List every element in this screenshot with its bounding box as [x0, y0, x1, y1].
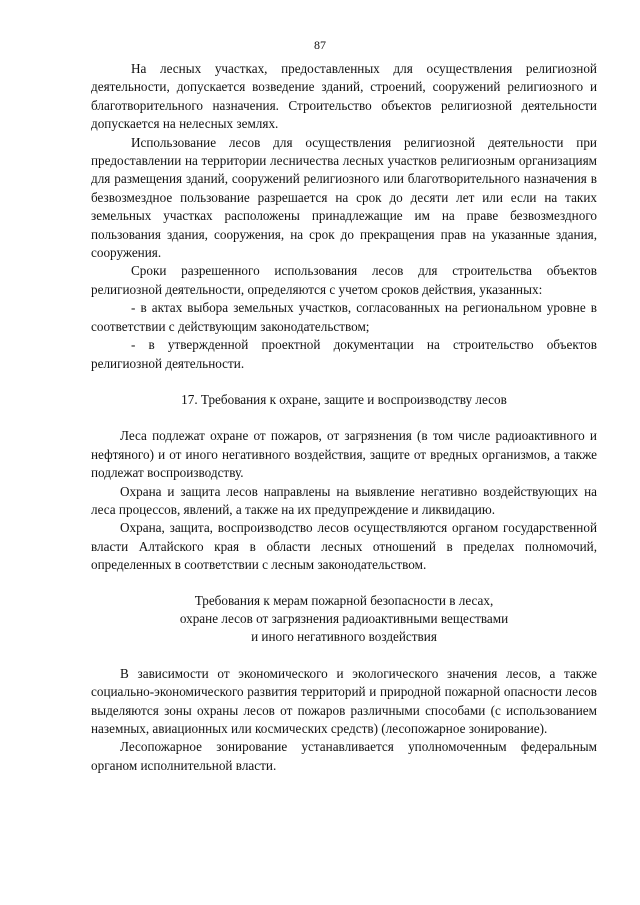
page-number: 87	[314, 38, 326, 52]
section-heading: 17. Требования к охране, защите и воспроизводству лесов	[181, 391, 507, 407]
paragraph: На лесных участках, предоставленных для осуществления религиозной деятельности, допускается возведение зданий, строений, сооружений религиозного и благотворительного назначения. Строительство объектов религиозной деятельности допускается на нелесных землях.	[91, 61, 597, 132]
paragraph: Лесопожарное зонирование устанавливается уполномоченным федеральным органом исполнительной власти.	[91, 739, 597, 773]
heading-line: и иного негативного воздействия	[251, 629, 437, 645]
list-item: - в утвержденной проектной документации на строительство объектов религиозной деятельности.	[91, 337, 597, 371]
paragraph: В зависимости от экономического и экологического значения лесов, а также социально-экономического развития территорий и природной пожарной опасности лесов выделяются зоны охраны лесов от пожаров различными способами (с использованием наземных, авиационных или космических средств) (лесопожарное зонирование).	[91, 665, 597, 736]
subsection-heading	[91, 592, 597, 647]
list-item: - в актах выбора земельных участков, согласованных на региональном уровне в соответствии с действующим законодательством;	[91, 300, 597, 334]
heading-line: охране лесов от загрязнения радиоактивными веществами	[179, 610, 509, 626]
paragraph: Сроки разрешенного использования лесов для строительства объектов религиозной деятельности, определяются с учетом сроков действия, указанных:	[91, 263, 597, 297]
paragraph: Леса подлежат охране от пожаров, от загрязнения (в том числе радиоактивного и нефтяного) и от иного негативного воздействия, защите от вредных организмов, а также подлежат воспроизводству.	[91, 428, 597, 481]
heading-line: Требования к мерам пожарной безопасности в лесах,	[194, 592, 494, 608]
paragraph: Использование лесов для осуществления религиозной деятельности при предоставлении на территории лесничества лесных участков религиозным организациям для размещения зданий, сооружений религиозного или благотворительного назначения в безвозмездное пользование разрешается на срок до десяти лет или если на таких земельных участках расположены принадлежащие им на праве безвозмездного пользования здания, сооружения, на срок до прекращения прав на указанные здания, сооружения.	[91, 134, 597, 261]
page-content	[91, 60, 597, 775]
paragraph: Охрана, защита, воспроизводство лесов осуществляются органом государственной власти Алтайского края в области лесных отношений в пределах полномочий, определенных в соответствии с лесным законодательством.	[91, 520, 597, 573]
paragraph: Охрана и защита лесов направлены на выявление негативно воздействующих на леса процессов, явлений, а также на их предупреждение и ликвидацию.	[91, 483, 597, 517]
